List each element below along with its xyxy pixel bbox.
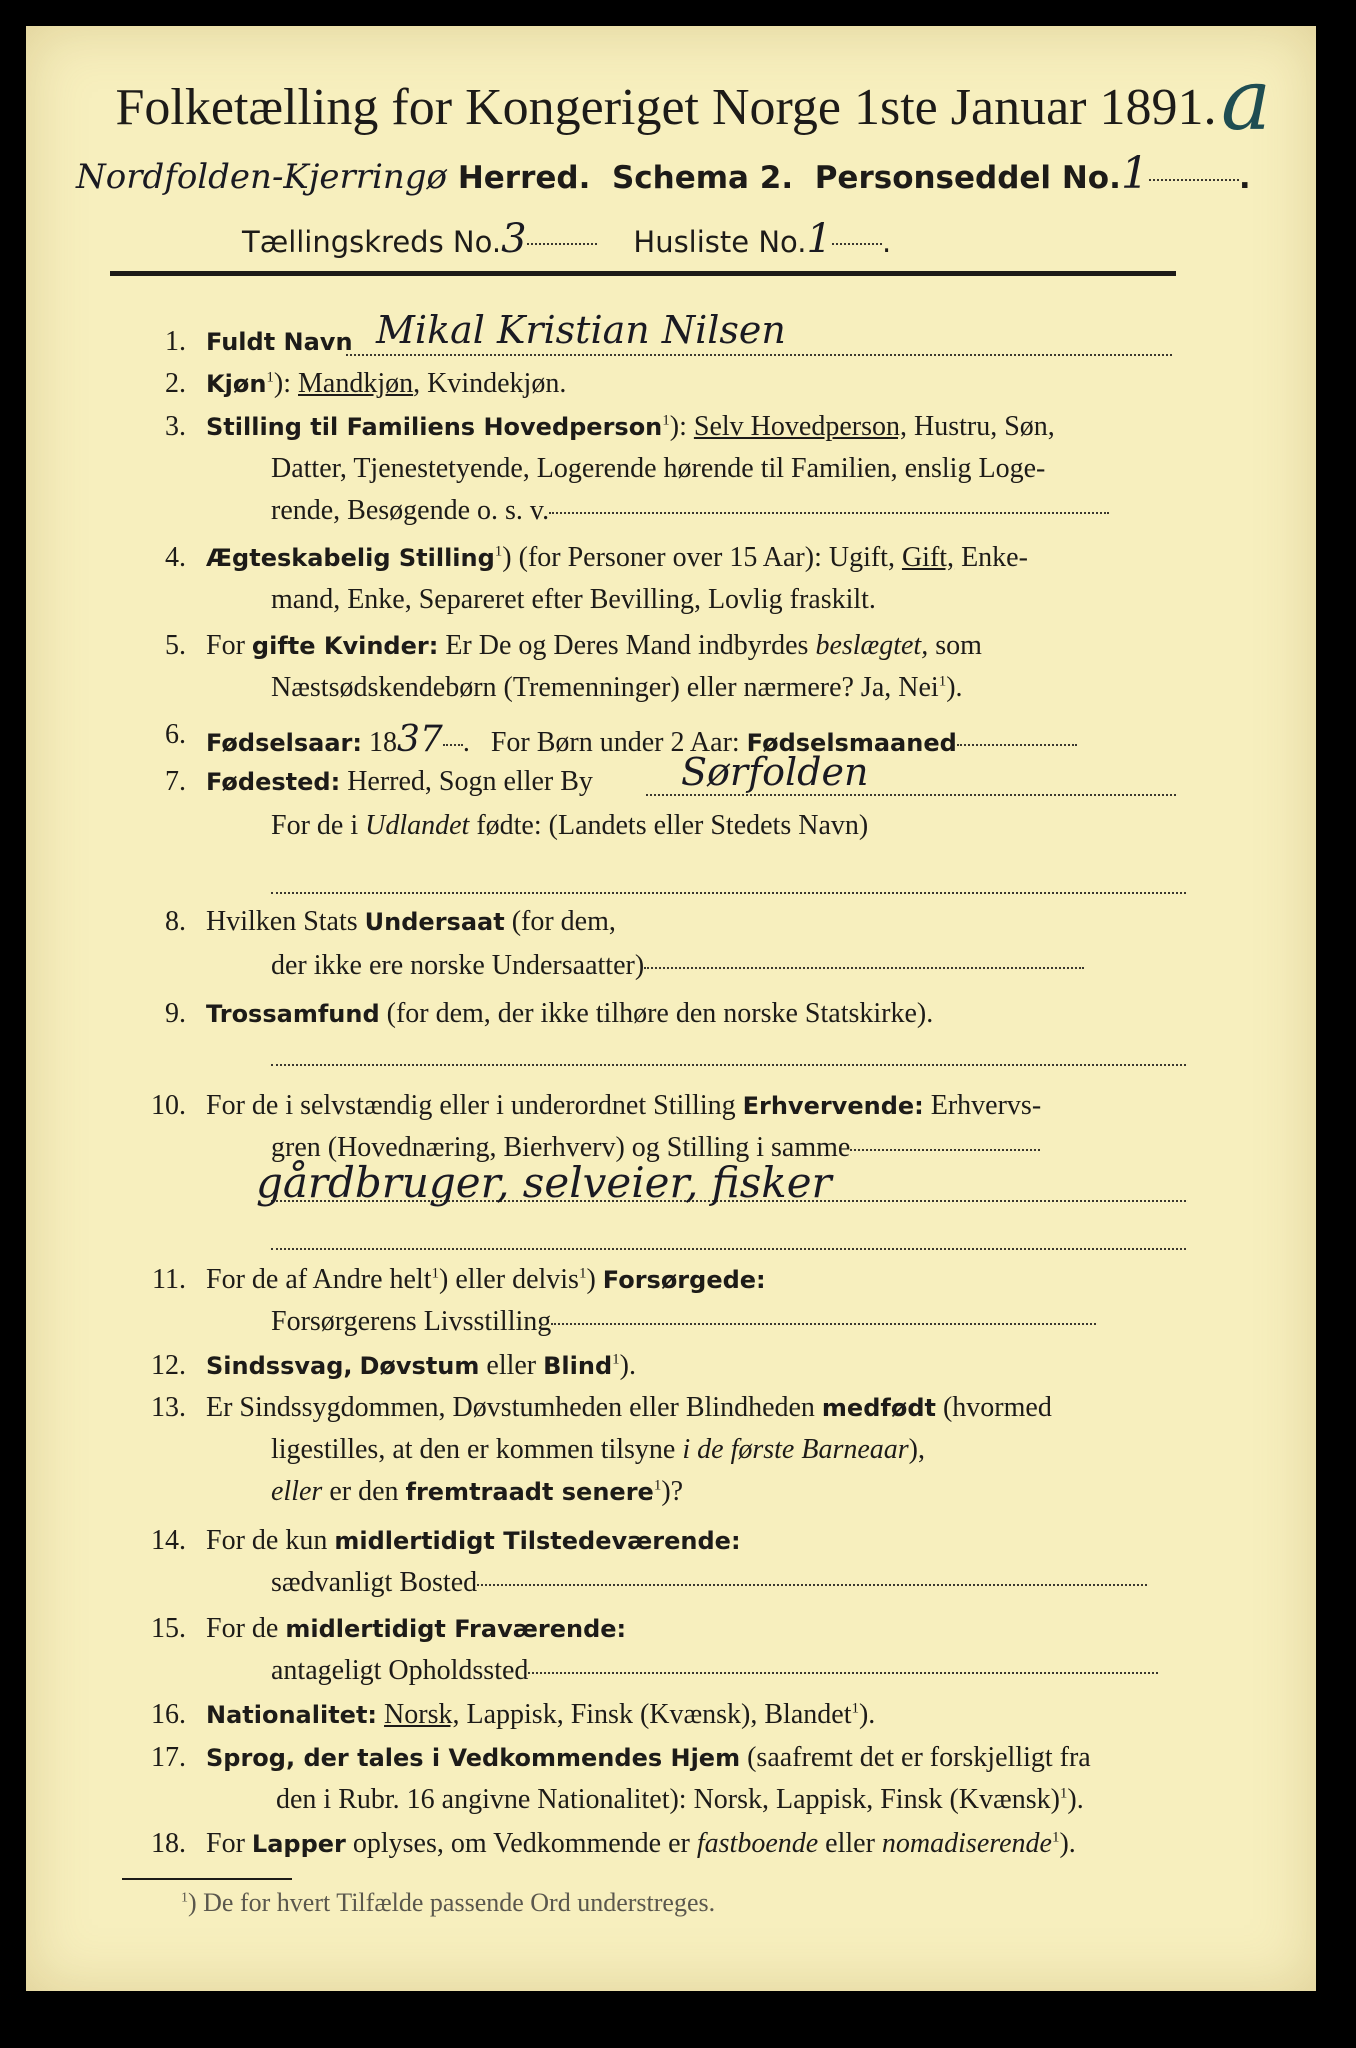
birth-year-label: Fødselsaar: xyxy=(206,729,362,757)
item-number: 12. xyxy=(151,1350,186,1381)
footnote-ref: 1 xyxy=(612,1351,620,1368)
item-number: 4. xyxy=(165,542,186,573)
item-number: 7. xyxy=(165,766,186,797)
punct: ), xyxy=(908,1434,925,1465)
text: For xyxy=(206,630,245,661)
item-number: 14. xyxy=(151,1525,186,1556)
item-number: 2. xyxy=(165,368,186,399)
options-text: Hustru, Søn, xyxy=(913,411,1055,442)
options-text: mand, Enke, Separeret efter Bevilling, Lovlig fraskilt. xyxy=(271,584,876,615)
schema-label: Schema 2. xyxy=(611,160,794,196)
kreds-label: Tællingskreds No. xyxy=(242,225,502,259)
supported-label: Forsørgede: xyxy=(602,1266,766,1294)
text: eller xyxy=(271,1476,323,1507)
text: fødte: (Landets eller Stedets Navn) xyxy=(476,810,869,841)
text: For de kun xyxy=(206,1525,328,1556)
option-selv-hovedperson-selected: Selv Hovedperson, xyxy=(693,411,907,442)
footnote-ref: 1 xyxy=(1059,1785,1068,1802)
item-number: 17. xyxy=(151,1742,186,1773)
text: For de af Andre helt xyxy=(206,1264,432,1295)
item-number: 10. xyxy=(151,1090,186,1121)
herred-label: Herred. xyxy=(457,160,591,196)
herred-line: Nordfolden-Kjerringø Herred. Schema 2. Personseddel No.1 . xyxy=(76,148,1251,199)
option-mandkjon-selected: Mandkjøn xyxy=(298,368,414,399)
sex-label: Kjøn xyxy=(206,370,267,398)
options-text: rende, Besøgende o. s. v. xyxy=(271,495,550,526)
temporary-absent-label: midlertidigt Fraværende: xyxy=(285,1615,627,1643)
text: (hvormed xyxy=(942,1392,1052,1423)
personseddel-label: Personseddel No. xyxy=(814,160,1121,196)
full-name-answer: Mikal Kristian Nilsen xyxy=(376,308,786,352)
text: ligestilles, at den er kommen tilsyne xyxy=(271,1434,676,1465)
punct: ): xyxy=(669,411,687,442)
footnote-ref: 1 xyxy=(494,543,503,560)
text: For de xyxy=(206,1613,279,1644)
sami-label: Lapper xyxy=(251,1830,346,1858)
text: beslægtet, xyxy=(815,630,929,661)
item-number: 11. xyxy=(152,1264,186,1295)
text: oplyses, om Vedkommende er xyxy=(352,1828,690,1859)
kreds-number: 3 xyxy=(501,216,527,262)
footnote-ref: 1 xyxy=(431,1265,439,1282)
header-rule xyxy=(110,271,1176,276)
text: den i Rubr. 16 angivne Nationalitet): Norsk, Lappisk, Finsk (Kvænsk) xyxy=(276,1784,1060,1815)
text: Hvilken Stats xyxy=(206,906,358,937)
text: Forsørgerens Livsstilling xyxy=(271,1306,552,1337)
item-number: 5. xyxy=(165,630,186,661)
footnote xyxy=(181,1888,715,1918)
herred-name: Nordfolden-Kjerringø xyxy=(76,157,448,197)
footnote-ref: 1 xyxy=(851,1700,859,1717)
footnote-ref: 1 xyxy=(1051,1829,1060,1846)
text: er den xyxy=(329,1476,399,1507)
husliste-label: Husliste No. xyxy=(633,225,807,259)
options-text: Datter, Tjenestetyende, Logerende hørende til Familien, enslig Loge- xyxy=(271,453,1046,484)
text: (for dem, der ikke tilhøre den norske Statskirke). xyxy=(386,998,934,1029)
punct: ). xyxy=(858,1699,876,1730)
full-name-label: Fuldt Navn xyxy=(206,328,353,356)
family-position-label: Stilling til Familiens Hovedperson xyxy=(206,413,663,441)
personseddel-number: 1 xyxy=(1120,148,1149,199)
text: Lappisk, Finsk (Kvænsk), Blandet xyxy=(466,1699,852,1730)
text: Udlandet xyxy=(365,810,470,841)
occupation-label: Erhvervende: xyxy=(742,1092,924,1120)
text: For de i selvstændig eller i underordnet Stilling xyxy=(206,1090,736,1121)
footnote-ref: 1 xyxy=(662,412,670,429)
kreds-line: Tællingskreds No.3 Husliste No.1 . xyxy=(242,216,892,262)
foreign-birthplace-line xyxy=(271,892,1186,894)
blind-label: Blind xyxy=(543,1352,613,1380)
punct: ) xyxy=(586,1264,596,1295)
congenital-label: medfødt xyxy=(821,1394,936,1422)
option-gift-selected: Gift, xyxy=(901,542,955,573)
marital-status-label: Ægteskabelig Stilling xyxy=(206,544,495,572)
footnote-text: ) De for hvert Tilfælde passende Ord understreges. xyxy=(188,1888,716,1917)
footnote-rule xyxy=(122,1878,292,1880)
text: sædvanligt Bosted xyxy=(271,1567,478,1598)
punct: ). xyxy=(619,1350,636,1381)
punct: )? xyxy=(661,1476,684,1507)
item-number: 15. xyxy=(151,1613,186,1644)
text: Næstsødskendebørn (Tremenninger) eller nærmere? Ja, Nei xyxy=(271,672,939,703)
punct: , xyxy=(413,368,421,399)
options-text: ) (for Personer over 15 Aar): Ugift, xyxy=(502,542,895,573)
birthplace-answer: Sørfolden xyxy=(681,750,869,794)
punct: ). xyxy=(1059,1828,1076,1859)
census-form-sheet: a Folketælling for Kongeriget Norge 1ste Januar 1891. Nordfolden-Kjerringø Herred. Schema 2. Personseddel No.1 . Tællingskreds No.3 Husliste No.1 . 1. Fuldt Navn Mikal Kristian Nilsen 2. Kjøn$^1$): Mandkjøn, Kvindekjøn. 3. Stilling til Familiens Hovedperson$^1$): Selv Hovedperson, Hustru, Søn, Datter, Tjenestetyende, Logerende hørende til Familien, enslig Loge- rende, Besøgende o. s. v. 4. Ægteskabelig Stilling$^1$) (for Personer over 15 Aar): Ugift, Gift, Enke- mand, Enke, Separeret efter Bevilling, Lovlig fraskilt. 5. For gifte Kvinder: Er De og Deres Mand indbyrdes beslægtet, som Næstsødskendebørn (Tremenninger) eller nærmere? Ja, Nei$^1$). 6. Fødselsaar: 1837 . For Børn under 2 Aar: Fødselsmaaned 7. Fødested: Herred, Sogn eller By Sørfolden For de i Udlandet fødte: (Landets eller Stedets Navn) 8. Hvilken Stats Undersaat (for dem, der ikke ere norske Undersaatter) 9. Trossamfund (for dem, der ikke tilhøre den norske Statskirke). 10. For de i selvstændig eller i underordnet Stilling Erhvervende: Erhvervs- gren (Hovednæring, Bierhverv) og Stilling i samme gårdbruger, selveier, fisker 11. For de af Andre helt$^1$) eller delvis$^1$) Forsørgede: Forsørgerens Livsstilling 12. Sindssvag, Døvstum eller Blind$^1$). 13. Er Sindssygdommen, Døvstumheden eller Blindheden medfødt (hvormed ligestilles, at den er kommen tilsyne i de første Barneaar), eller er den fremtraadt senere$^1$)? 14. For de kun midlertidigt Tilstedeværende: sædvanligt Bosted 15. For de midlertidigt Fraværende: antageligt Opholdssted 16. Nationalitet: Norsk, Lappisk, Finsk (Kvænsk), Blandet$^1$). 17. Sprog, der tales i Vedkommendes Hjem (saafremt det er forskjelligt fra den i Rubr. 16 angivne Nationalitet): Norsk, Lappisk, Finsk (Kvænsk)$^1$). 18. For Lapper oplyses, om Vedkommende er fastboende eller nomadiserende$^1$). $^1$) De for hvert Tilfælde passende Ord understreges. xyxy=(26,26,1316,1991)
text: For de i xyxy=(271,810,359,841)
birth-month-label: Fødselsmaaned xyxy=(746,729,957,757)
insane-label: Sindssvag, xyxy=(206,1352,353,1380)
punct: ). xyxy=(946,672,963,703)
text: For xyxy=(206,1828,245,1859)
text: ) eller delvis xyxy=(439,1264,579,1295)
item-number: 18. xyxy=(151,1828,186,1859)
text: nomadiserende xyxy=(881,1828,1052,1859)
item-number: 9. xyxy=(165,998,186,1029)
text: som xyxy=(935,630,982,661)
temporary-present-label: midlertidigt Tilstedeværende: xyxy=(334,1527,741,1555)
option-norsk-selected: Norsk, xyxy=(384,1699,460,1730)
occupation-answer: gårdbruger, selveier, fisker xyxy=(256,1158,832,1207)
text: eller xyxy=(825,1828,875,1859)
birth-year-answer: 37 xyxy=(397,719,443,760)
footnote-ref: 1 xyxy=(938,673,947,690)
nationality-label: Nationalitet: xyxy=(206,1701,378,1729)
citizenship-label: Undersaat xyxy=(364,908,505,936)
birthplace-label: Fødested: xyxy=(206,768,341,796)
text: gren (Hovednæring, Bierhverv) og Stilling i samme xyxy=(271,1132,851,1163)
corner-mark: a xyxy=(1221,51,1272,149)
item-number: 13. xyxy=(151,1392,186,1423)
text: Erhvervs- xyxy=(930,1090,1042,1121)
text: der ikke ere norske Undersaatter) xyxy=(271,950,645,981)
text: For Børn under 2 Aar: xyxy=(490,727,740,758)
punct: ): xyxy=(273,368,292,399)
occupation-line-2 xyxy=(271,1248,1186,1250)
footnote-ref: 1 xyxy=(653,1477,662,1494)
married-women-label: gifte Kvinder: xyxy=(251,632,439,660)
religion-label: Trossamfund xyxy=(206,1000,380,1028)
birth-year-prefix: 18 xyxy=(369,727,397,758)
options-text: Enke- xyxy=(961,542,1028,573)
text: Herred, Sogn eller By xyxy=(347,766,593,797)
punct: ). xyxy=(1067,1784,1084,1815)
text: eller xyxy=(486,1350,537,1381)
later-onset-label: fremtraadt senere xyxy=(405,1478,654,1506)
text: (for dem, xyxy=(511,906,616,937)
text: fastboende xyxy=(696,1828,819,1859)
form-title: Folketælling for Kongeriget Norge 1ste Januar 1891. xyxy=(115,79,1217,136)
husliste-number: 1 xyxy=(806,216,832,262)
item-number: 6. xyxy=(165,719,186,750)
text: antageligt Opholdssted xyxy=(271,1655,529,1686)
footnote-marker: 1 xyxy=(181,1890,188,1906)
item-number: 8. xyxy=(165,906,186,937)
item-number: 3. xyxy=(165,411,186,442)
religion-line xyxy=(271,1064,1186,1066)
text: i de første Barneaar xyxy=(682,1434,909,1465)
item-number: 16. xyxy=(151,1699,186,1730)
deaf-mute-label: Døvstum xyxy=(359,1352,480,1380)
birthplace-line xyxy=(646,794,1176,796)
text: (saafremt det er forskjelligt fra xyxy=(747,1742,1091,1773)
item-number: 1. xyxy=(165,326,186,357)
text: Er De og Deres Mand indbyrdes xyxy=(445,630,809,661)
footnote-ref: 1 xyxy=(266,369,274,386)
text: Er Sindssygdommen, Døvstumheden eller Blindheden xyxy=(206,1392,815,1423)
home-language-label: Sprog, der tales i Vedkommendes Hjem xyxy=(206,1744,741,1772)
full-name-line xyxy=(346,354,1172,356)
option-kvindekjon: Kvindekjøn. xyxy=(427,368,567,399)
footnote-ref: 1 xyxy=(578,1265,587,1282)
